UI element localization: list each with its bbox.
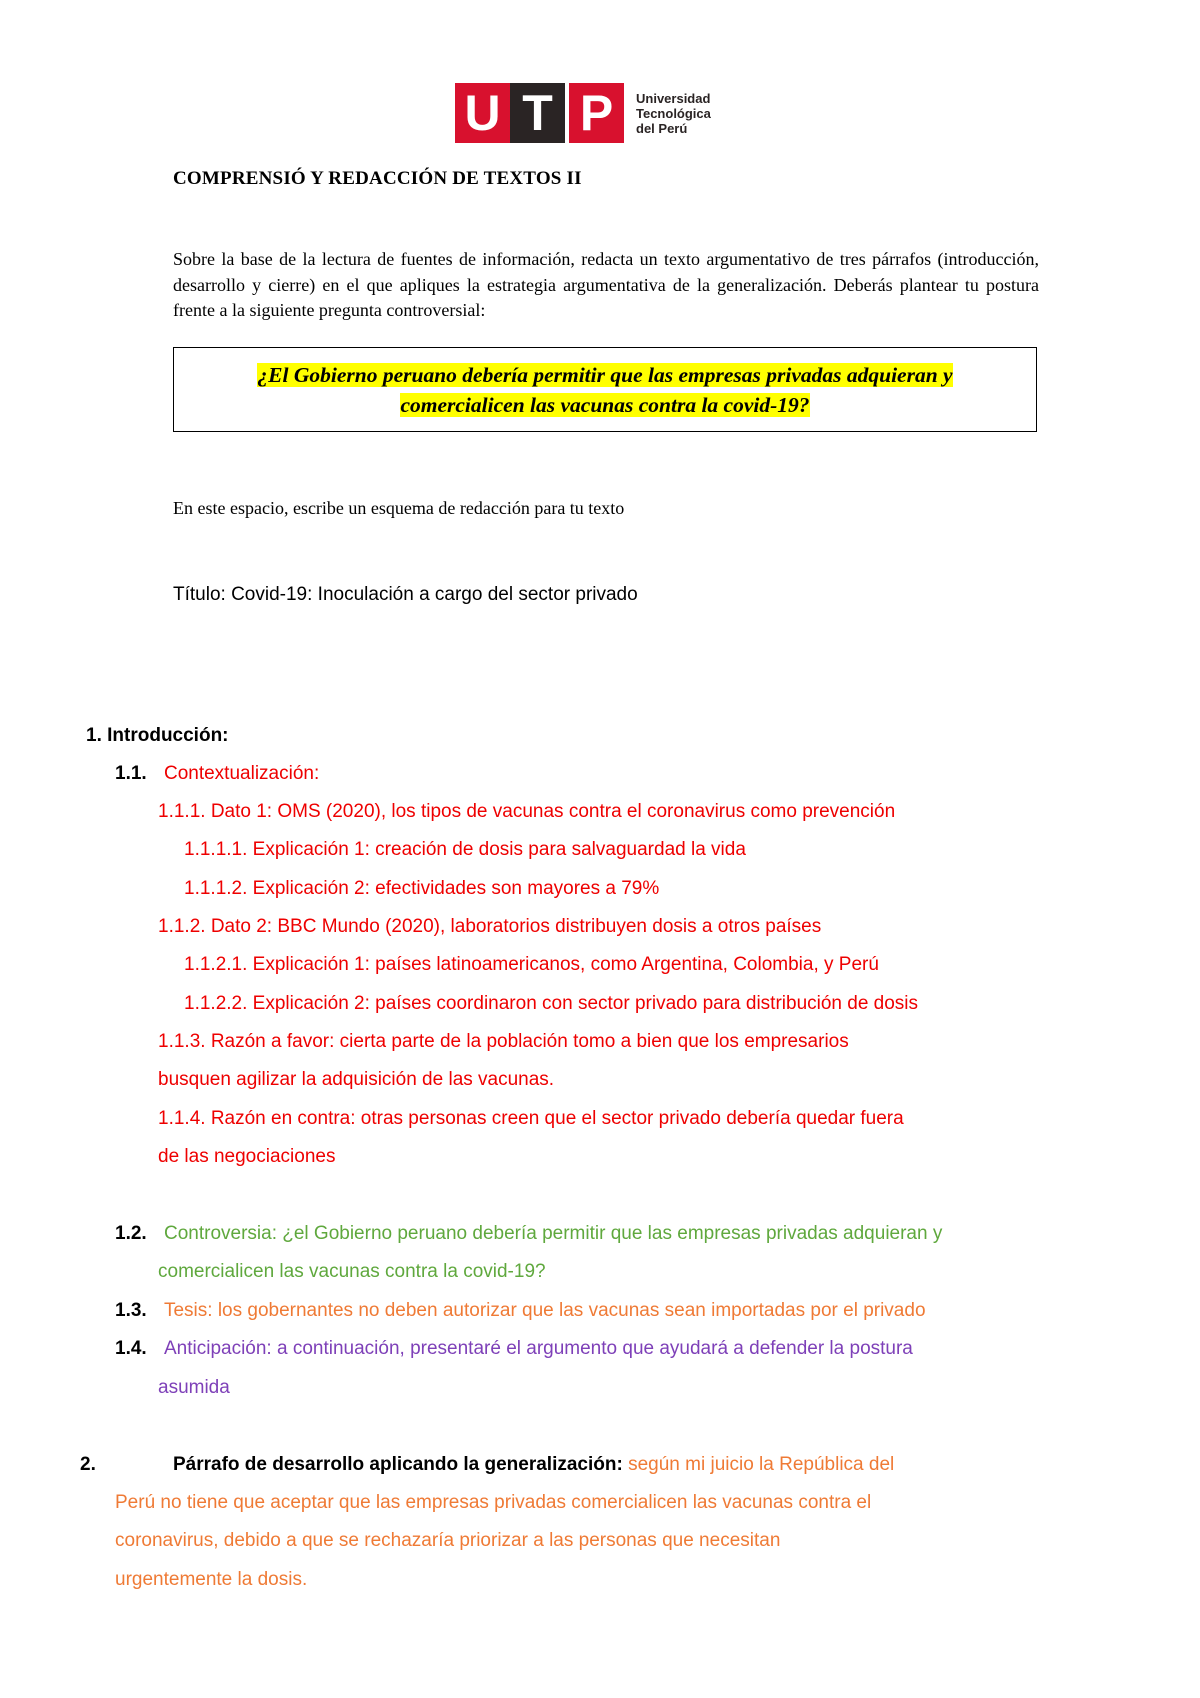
outline-item-1-3: 1.3. Tesis: los gobernantes no deben autorizar que las vacunas sean importadas por el privado	[115, 1300, 926, 1321]
outline-item-1-1-4: 1.1.4. Razón en contra: otras personas creen que el sector privado debería quedar fuera	[158, 1108, 904, 1129]
logo-wordmark: Universidad Tecnológica del Perú	[636, 90, 711, 136]
outline-item-1-1-3-cont: busquen agilizar la adquisición de las vacunas.	[158, 1069, 555, 1090]
section-2-line-3: coronavirus, debido a que se rechazaría priorizar a las personas que necesitan	[115, 1530, 781, 1551]
controversial-question-box	[173, 347, 1037, 432]
logo-letter-t: T	[510, 83, 565, 143]
outline-item-1-1-4-cont: de las negociaciones	[158, 1146, 336, 1167]
intro-heading: 1. Introducción:	[86, 725, 229, 746]
utp-logo	[455, 83, 711, 143]
outline-item-1-1-3: 1.1.3. Razón a favor: cierta parte de la población tomo a bien que los empresarios	[158, 1031, 849, 1052]
outline-item-1-1-2-1: 1.1.2.1. Explicación 1: países latinoamericanos, como Argentina, Colombia, y Perú	[184, 954, 879, 975]
outline-item-1-2: 1.2. Controversia: ¿el Gobierno peruano debería permitir que las empresas privadas adquieran y	[115, 1223, 943, 1244]
outline-item-1-1-1-2: 1.1.1.2. Explicación 2: efectividades son mayores a 79%	[184, 878, 660, 899]
outline-item-1-2-cont: comercialicen las vacunas contra la covid-19?	[158, 1261, 546, 1282]
outline-item-1-4-cont: asumida	[158, 1377, 230, 1398]
outline-item-1-1-2-2: 1.1.2.2. Explicación 2: países coordinaron con sector privado para distribución de dosis	[184, 993, 919, 1014]
essay-title: Título: Covid-19: Inoculación a cargo del sector privado	[173, 584, 638, 605]
outline-item-1-1-1-1: 1.1.1.1. Explicación 1: creación de dosis para salvaguardad la vida	[184, 839, 746, 860]
outline-item-1-1-1: 1.1.1. Dato 1: OMS (2020), los tipos de vacunas contra el coronavirus como prevención	[158, 801, 896, 822]
section-2-number: 2.	[80, 1454, 96, 1475]
logo-letter-u: U	[455, 83, 510, 143]
outline-item-1-4: 1.4. Anticipación: a continuación, presentaré el argumento que ayudará a defender la postura	[115, 1338, 913, 1359]
outline-item-1-1-2: 1.1.2. Dato 2: BBC Mundo (2020), laboratorios distribuyen dosis a otros países	[158, 916, 822, 937]
outline-item-1-1: 1.1. Contextualización:	[115, 763, 320, 784]
course-title: COMPRENSIÓ Y REDACCIÓN DE TEXTOS II	[173, 168, 582, 189]
section-2-line-4: urgentemente la dosis.	[115, 1569, 308, 1590]
section-2-line-2: Perú no tiene que aceptar que las empresas privadas comercialicen las vacunas contra el	[115, 1492, 872, 1513]
instructions-paragraph: Sobre la base de la lectura de fuentes de información, redacta un texto argumentativo de tres párrafos (introducción, desarrollo y cierre) en el que apliques la estrategia argumentativa de la generalización. Deberás plantear tu postura frente a la siguiente pregunta controversial:	[173, 249, 1039, 320]
section-2-heading-line: Párrafo de desarrollo aplicando la generalización: según mi juicio la República del	[173, 1454, 895, 1475]
logo-letter-p: P	[569, 83, 624, 143]
outline-instruction: En este espacio, escribe un esquema de redacción para tu texto	[173, 498, 625, 518]
controversial-question: ¿El Gobierno peruano debería permitir que las empresas privadas adquieran y comercialicen las vacunas contra la covid-19?	[257, 362, 953, 417]
